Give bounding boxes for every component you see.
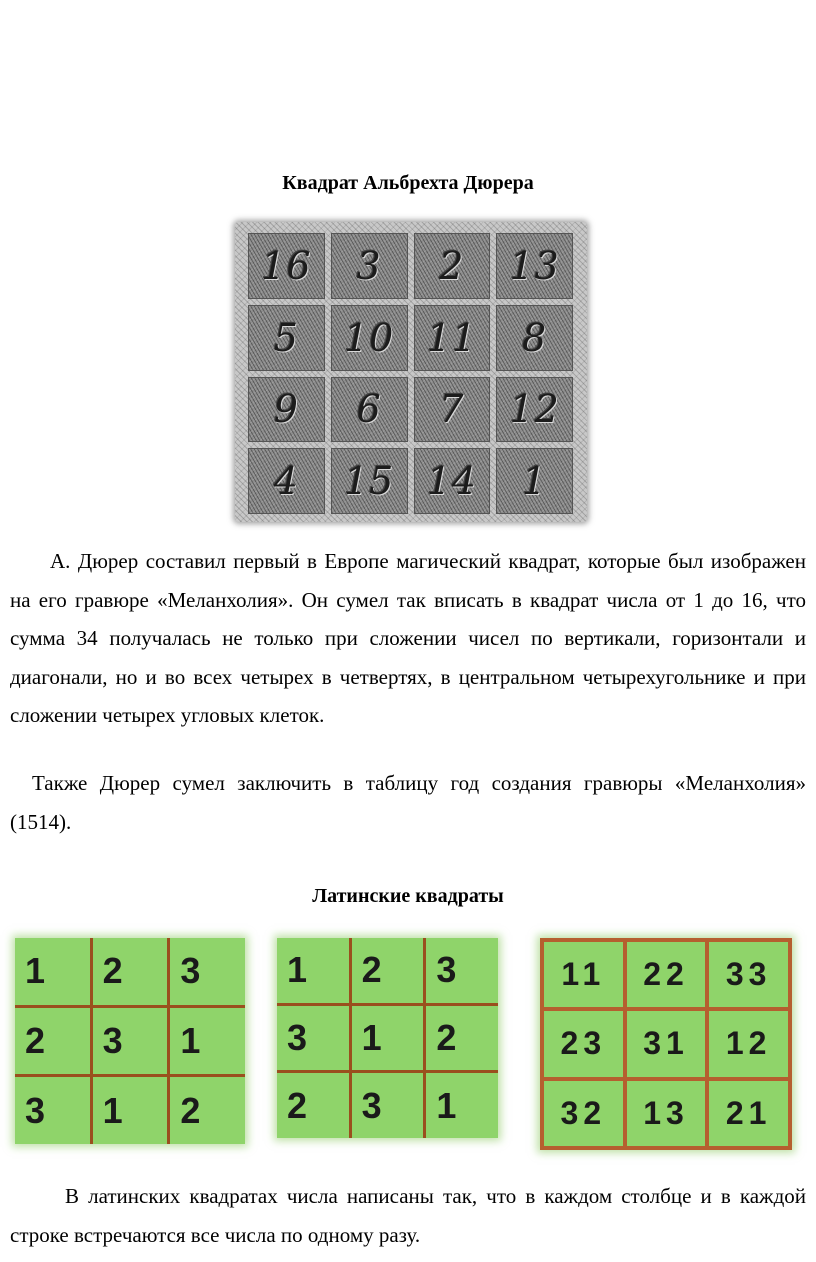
latin-square-cell: 3 [426,938,498,1003]
magic-square-cell: 8 [496,305,573,371]
magic-square-cell: 15 [331,448,408,514]
latin-square-cell: 23 [544,1011,623,1076]
latin-square-cell: 31 [627,1011,706,1076]
latin-square-cell: 33 [709,942,788,1007]
magic-square-cell: 10 [331,305,408,371]
magic-square-grid [248,233,573,514]
latin-square-2 [277,938,498,1138]
latin-square-cell: 21 [709,1081,788,1146]
latin-square-cell: 2 [15,1008,90,1075]
latin-square-cell: 1 [93,1077,168,1144]
latin-square-cell: 1 [170,1008,245,1075]
latin-square-cell: 32 [544,1081,623,1146]
magic-square-cell: 7 [414,377,491,443]
magic-square-cell: 14 [414,448,491,514]
magic-square-cell: 13 [496,233,573,299]
latin-square-cell: 3 [15,1077,90,1144]
latin-square-1 [15,938,245,1144]
latin-square-cell: 11 [544,942,623,1007]
magic-square-cell: 5 [248,305,325,371]
magic-square-cell: 4 [248,448,325,514]
magic-square-cell: 16 [248,233,325,299]
latin-square-cell: 2 [277,1073,349,1138]
durer-magic-square-image [235,222,587,522]
durer-year-paragraph: Также Дюрер сумел заключить в таблицу год создания гравюры «Меланхолия» (1514). [10,771,806,834]
magic-square-cell: 6 [331,377,408,443]
latin-square-cell: 3 [277,1006,349,1071]
latin-square-cell: 3 [93,1008,168,1075]
latin-square-cell: 2 [426,1006,498,1071]
section-title-durer: Квадрат Альбрехта Дюрера [282,172,534,194]
latin-square-cell: 2 [352,938,424,1003]
latin-square-cell: 1 [277,938,349,1003]
latin-description-paragraph: В латинских квадратах числа написаны так, что в каждом столбце и в каждой строке встречаются все числа по одному разу. [10,1184,806,1247]
magic-square-cell: 12 [496,377,573,443]
magic-square-cell: 3 [331,233,408,299]
latin-square-cell: 1 [352,1006,424,1071]
latin-square-cell: 1 [426,1073,498,1138]
latin-square-cell: 12 [709,1011,788,1076]
magic-square-cell: 1 [496,448,573,514]
section-title-latin: Латинские квадраты [312,885,504,907]
latin-square-cell: 3 [170,938,245,1005]
latin-square-3 [540,938,792,1150]
latin-square-cell: 2 [93,938,168,1005]
latin-square-cell: 2 [170,1077,245,1144]
magic-square-cell: 2 [414,233,491,299]
latin-square-cell: 3 [352,1073,424,1138]
latin-square-cell: 22 [627,942,706,1007]
magic-square-cell: 9 [248,377,325,443]
latin-square-cell: 1 [15,938,90,1005]
latin-square-cell: 13 [627,1081,706,1146]
durer-description-paragraph: А. Дюрер составил первый в Европе магический квадрат, которые был изображен на его гравюре «Меланхолия». Он сумел так вписать в квадрат числа от 1 до 16, что сумма 34 получалась не только при сложении чисел по вертикали, горизонтали и диагонали, но и во всех четырех в четвертях, в центральном четырехугольнике и при сложении четырех угловых клеток. [10,549,806,727]
magic-square-cell: 11 [414,305,491,371]
